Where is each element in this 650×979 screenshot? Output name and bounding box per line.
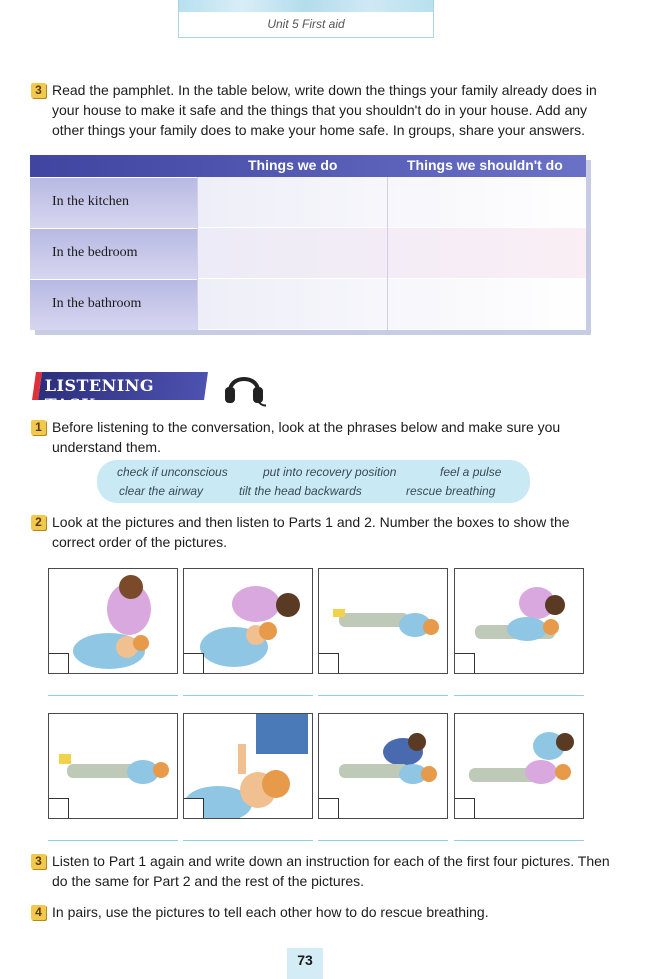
number-box[interactable]: [184, 798, 204, 818]
row-label-bedroom: In the bedroom: [30, 228, 197, 279]
question-text: Before listening to the conversation, look at the phrases below and make sure you understand them.: [52, 419, 561, 455]
header-texture: [179, 0, 433, 12]
answer-line[interactable]: [318, 840, 448, 841]
number-box[interactable]: [49, 798, 69, 818]
first-aid-picture: [48, 713, 178, 819]
first-aid-picture: [318, 568, 448, 674]
phrase: feel a pulse: [440, 465, 502, 479]
question-number: 3: [31, 854, 46, 869]
answer-line[interactable]: [318, 695, 448, 696]
phrase: put into recovery position: [263, 465, 397, 479]
unit-header: [178, 0, 434, 38]
unit-title: Unit 5 First aid: [267, 17, 345, 31]
first-aid-picture: [183, 568, 313, 674]
row-label-kitchen: In the kitchen: [30, 177, 197, 228]
first-aid-picture: [454, 568, 584, 674]
column-divider: [197, 177, 198, 330]
phrase: check if unconscious: [117, 465, 228, 479]
number-box[interactable]: [455, 653, 475, 673]
number-box[interactable]: [319, 653, 339, 673]
number-box[interactable]: [49, 653, 69, 673]
column-divider: [387, 177, 388, 330]
table-row: [197, 279, 586, 329]
question-number: 1: [31, 420, 46, 435]
safety-table: [30, 155, 586, 330]
table-row: [197, 228, 586, 278]
number-box[interactable]: [184, 653, 204, 673]
first-aid-picture: [454, 713, 584, 819]
answer-line[interactable]: [183, 840, 313, 841]
question-text: Listen to Part 1 again and write down an instruction for each of the first four pictures. Then do the same for Part 2 and the rest of the pictures.: [52, 853, 610, 889]
phrase: tilt the head backwards: [239, 484, 362, 498]
headphones-icon: [222, 365, 266, 409]
question-number: 4: [31, 905, 46, 920]
row-label-bathroom: In the bathroom: [30, 279, 197, 330]
page-number: 73: [287, 948, 323, 979]
answer-line[interactable]: [183, 695, 313, 696]
first-aid-picture: [48, 568, 178, 674]
answer-line[interactable]: [454, 695, 584, 696]
answer-line[interactable]: [48, 840, 178, 841]
exercise-number: 3: [31, 83, 46, 98]
first-aid-picture: [318, 713, 448, 819]
question-text: In pairs, use the pictures to tell each other how to do rescue breathing.: [52, 904, 489, 920]
number-box[interactable]: [319, 798, 339, 818]
phrase: rescue breathing: [406, 484, 496, 498]
phrase-box: [97, 460, 530, 503]
table-header: [30, 155, 586, 177]
column-header-do: Things we do: [248, 157, 338, 173]
first-aid-picture: [183, 713, 313, 819]
exercise-instructions: Read the pamphlet. In the table below, write down the things your family already does in your house to make it safe and the things that you shouldn't do in your house. Add any other things your family does to make your home safe. In groups, share your answers.: [52, 82, 597, 138]
question-text: Look at the pictures and then listen to Parts 1 and 2. Number the boxes to show the correct order of the pictures.: [52, 514, 570, 550]
column-header-dont: Things we shouldn't do: [407, 157, 563, 173]
listening-task-heading: LISTENING TASK: [32, 372, 208, 400]
table-row: [197, 177, 586, 227]
answer-line[interactable]: [48, 695, 178, 696]
question-number: 2: [31, 515, 46, 530]
answer-line[interactable]: [454, 840, 584, 841]
phrase: clear the airway: [119, 484, 204, 498]
number-box[interactable]: [455, 798, 475, 818]
